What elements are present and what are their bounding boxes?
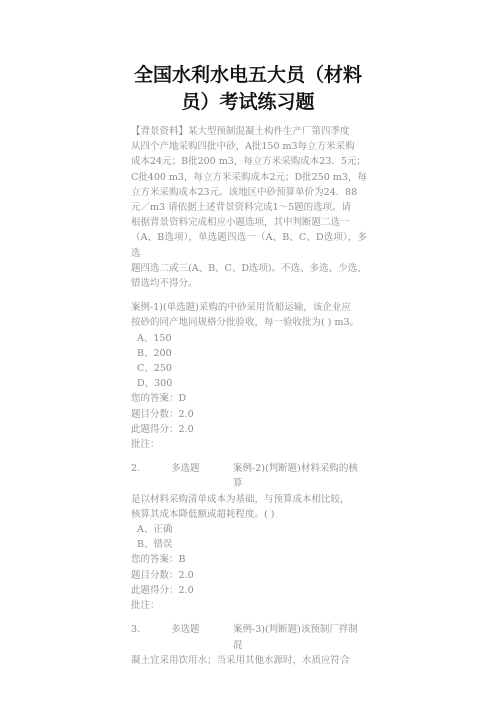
background-paragraph xyxy=(131,124,367,291)
question-stem-line: 案例-1)(单选题)采购的中砂采用货船运输，该企业应 xyxy=(131,302,351,314)
question-stem-line: 凝土宜采用饮用水；当采用其他水源时，水质应符合 xyxy=(131,654,350,666)
your-answer: 您的答案：D xyxy=(131,393,187,405)
note: 批注： xyxy=(131,600,160,612)
question-stem-line: 案例-2)(判断题)材料采购的核算 xyxy=(233,463,358,490)
earned-score: 此题得分：2.0 xyxy=(131,423,194,435)
question-header xyxy=(131,622,367,652)
option-a: A、150 xyxy=(137,332,172,344)
option-d: D、300 xyxy=(137,378,173,390)
earned-score: 此题得分：2.0 xyxy=(131,584,194,596)
question-3 xyxy=(131,622,367,668)
question-number: 2. xyxy=(131,463,141,475)
background-line: 从四个产地采购四批中砂，A批150 m3每立方米采购 xyxy=(131,141,355,153)
question-type: 多选题 xyxy=(171,463,200,475)
note: 批注： xyxy=(131,439,160,451)
question-stem-line: 是以材料采购清单成本为基础，与预算成本相比较， xyxy=(131,493,350,505)
question-1 xyxy=(131,300,367,452)
document-body xyxy=(131,124,367,668)
background-line: 题四选二或三(A、B、C、D选项)。不选、多选、少选、 xyxy=(131,262,367,274)
background-line: 立方米采购成本23元。该地区中砂预算单价为24．88 xyxy=(131,186,358,198)
question-number: 3. xyxy=(131,624,141,636)
option-a: A、正确 xyxy=(137,524,173,536)
background-line: 成本24元；B批200 m3，每立方米采购成本23．5元； xyxy=(131,156,366,168)
question-2 xyxy=(131,461,367,613)
background-line: 元／m3 请依据上述背景资料完成1～5题的选项。请 xyxy=(131,202,352,214)
background-line: （A、B选项），单选题四选一（A、B、C、D选项），多选 xyxy=(131,232,367,259)
background-line: 【背景资料】某大型预制混凝土构件生产厂第四季度 xyxy=(131,126,350,137)
your-answer: 您的答案：B xyxy=(131,554,186,566)
question-header xyxy=(131,461,367,491)
background-line: C批400 m3，每立方米采购成本2元；D批250 m3，每 xyxy=(131,171,367,183)
option-b: B、200 xyxy=(137,347,172,359)
question-stem-line: 案例-3)(判断题)该预制厂拌制混 xyxy=(233,624,358,651)
option-b: B、错误 xyxy=(137,539,173,551)
title-line-1: 全国水利水电五大员（材料 xyxy=(133,64,362,86)
question-type: 多选题 xyxy=(171,624,200,636)
background-line: 根据背景资料完成相应小题选项，其中判断题二选一 xyxy=(131,217,350,229)
question-score: 题目分数：2.0 xyxy=(131,569,194,581)
page-title xyxy=(0,62,496,116)
title-line-2: 员）考试练习题 xyxy=(181,91,315,113)
question-stem-line: 核算其成本降低额或超耗程度。( ) xyxy=(131,508,275,520)
background-line: 错选均不得分。 xyxy=(131,278,198,290)
option-c: C、250 xyxy=(137,363,172,375)
question-stem-line: 按砂的同产地同规格分批验收，每一验收批为( ) m3。 xyxy=(131,317,360,329)
question-score: 题目分数：2.0 xyxy=(131,408,194,420)
